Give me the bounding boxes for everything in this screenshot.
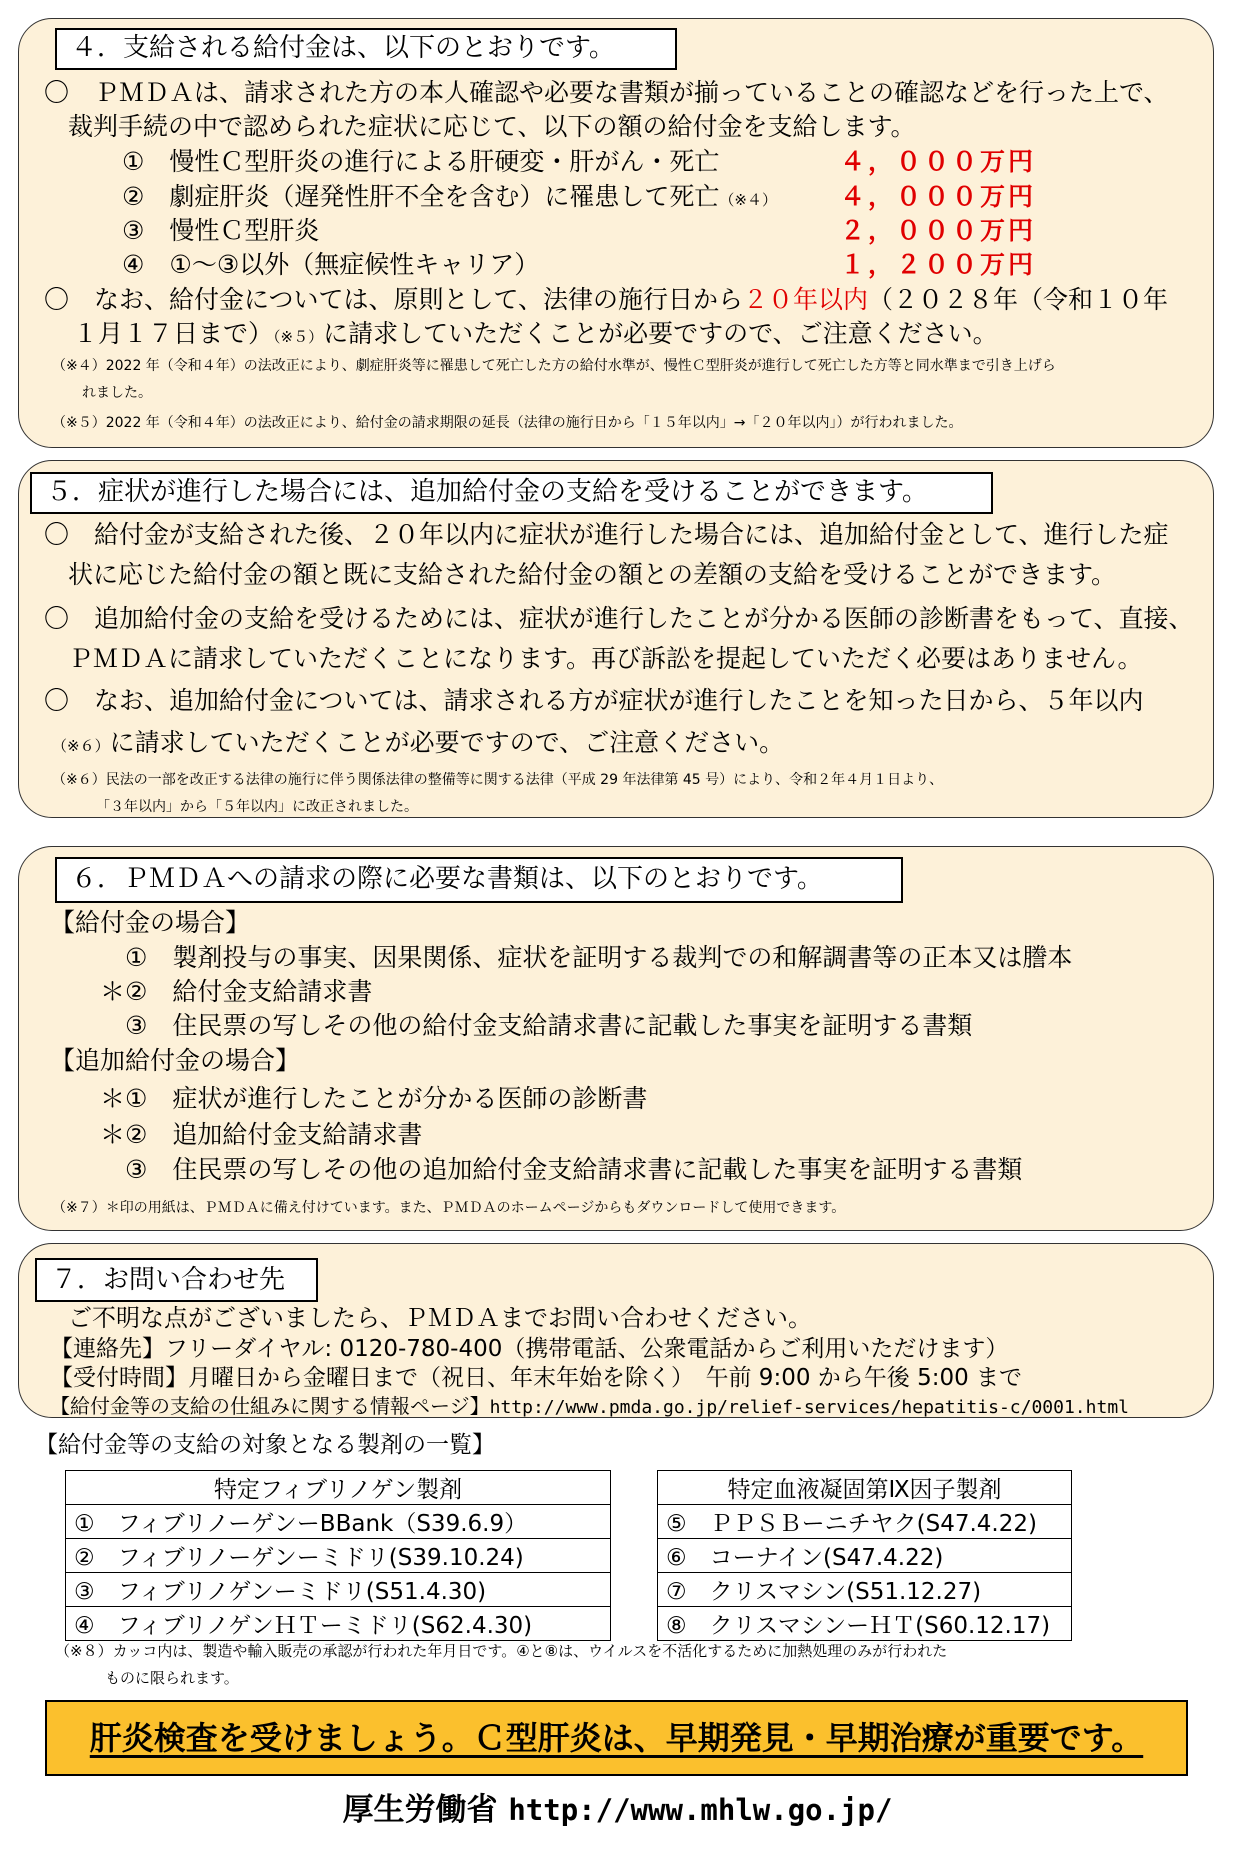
s6-note-7: （※７）＊印の用紙は、ＰＭＤＡに備え付けています。また、ＰＭＤＡのホームページからもダウンロードして使用できます。 <box>52 1200 846 1216</box>
s4-amount-1: ４，０００万円 <box>840 147 1037 176</box>
s6-benefit-doc-2: ＊② 給付金支給請求書 <box>100 977 373 1006</box>
table-cell: ③ フィブリノゲンーミドリ(S51.4.30) <box>66 1573 611 1607</box>
section-6-heading: ６．ＰＭＤＡへの請求の際に必要な書類は、以下のとおりです。 <box>55 857 903 903</box>
table-cell: ⑧ クリスマシンーＨＴ(S60.12.17) <box>658 1607 1072 1641</box>
s4-note-4-line2: れました。 <box>82 385 152 401</box>
s4-amount-4: １，２００万円 <box>840 250 1037 279</box>
s7-info-page-link[interactable]: http://www.pmda.go.jp/relief-services/hepatitis-c/0001.html <box>489 1397 1129 1418</box>
s5-note-6-line2: 「３年以内」から「５年以内」に改正されました。 <box>96 799 418 815</box>
table-row <box>658 1607 1072 1641</box>
table-row <box>66 1607 611 1641</box>
s4-para1-line1: 〇 ＰＭＤＡは、請求された方の本人確認や必要な書類が揃っていることの確認などを行った上で、 <box>44 78 1169 107</box>
factor-ix-table-header: 特定血液凝固第Ⅸ因子製剤 <box>658 1471 1072 1505</box>
fibrinogen-table-header: 特定フィブリノゲン製剤 <box>66 1471 611 1505</box>
s7-hours: 【受付時間】月曜日から金曜日まで（祝日、年末年始を除く） 午前 9:00 から午後 5:00 まで <box>50 1365 1023 1391</box>
s4-note-4-line1: （※４）2022 年（令和４年）の法改正により、劇症肝炎等に罹患して死亡した方の給付水準が、慢性Ｃ型肝炎が進行して死亡した方等と同水準まで引き上げら <box>52 358 1056 374</box>
table-cell: ⑦ クリスマシン(S51.12.27) <box>658 1573 1072 1607</box>
s5-para2-line1: 〇 追加給付金の支給を受けるためには、症状が進行したことが分かる医師の診断書をもって、直接、 <box>44 604 1194 633</box>
s7-info-page: 【給付金等の支給の仕組みに関する情報ページ】http://www.pmda.go.jp/relief-services/hepatitis-c/0001.html <box>50 1394 1129 1418</box>
table-row <box>66 1539 611 1573</box>
table-cell: ⑥ コーナイン(S47.4.22) <box>658 1539 1072 1573</box>
table-row <box>658 1539 1072 1573</box>
s6-additional-doc-2: ＊② 追加給付金支給請求書 <box>100 1120 423 1149</box>
s4-para2-line2: １月１７日まで）（※５）に請求していただくことが必要ですので、ご注意ください。 <box>73 319 998 348</box>
s6-additional-doc-1: ＊① 症状が進行したことが分かる医師の診断書 <box>100 1084 648 1113</box>
s4-para2-line1: 〇 なお、給付金については、原則として、法律の施行日から２０年以内（２０２８年（令和１０年 <box>44 285 1169 314</box>
s4-item-4: ④ ①～③以外（無症候性キャリア） <box>122 250 540 279</box>
s6-subhead-additional: 【追加給付金の場合】 <box>50 1046 301 1075</box>
s7-intro: ご不明な点がございましたら、ＰＭＤＡまでお問い合わせください。 <box>68 1304 812 1332</box>
s5-para3-line2: （※６）に請求していただくことが必要ですので、ご注意ください。 <box>52 728 785 757</box>
s4-amount-3: ２，０００万円 <box>840 216 1037 245</box>
table-cell: ② フィブリノーゲンーミドリ(S39.10.24) <box>66 1539 611 1573</box>
section-4-heading: ４．支給される給付金は、以下のとおりです。 <box>55 28 677 70</box>
s6-benefit-doc-3: ③ 住民票の写しその他の給付金支給請求書に記載した事実を証明する書類 <box>100 1011 973 1040</box>
s4-item-3: ③ 慢性Ｃ型肝炎 <box>122 216 320 245</box>
banner-text: 肝炎検査を受けましょう。Ｃ型肝炎は、早期発見・早期治療が重要です。 <box>89 1719 1144 1757</box>
table-row <box>658 1573 1072 1607</box>
s5-para2-line2: ＰＭＤＡに請求していただくことになります。再び訴訟を提起していただく必要はありません。 <box>68 644 1143 673</box>
table-row <box>658 1505 1072 1539</box>
section-7-heading: ７．お問い合わせ先 <box>35 1258 318 1302</box>
s5-note-6-line1: （※６）民法の一部を改正する法律の施行に伴う関係法律の整備等に関する法律（平成 29 年法律第 45 号）により、令和２年４月１日より、 <box>52 772 944 788</box>
products-note-8-line2: ものに限られます。 <box>105 1669 239 1687</box>
ministry-url-link[interactable]: http://www.mhlw.go.jp/ <box>508 1793 893 1827</box>
s4-item-2: ② 劇症肝炎（遅発性肝不全を含む）に罹患して死亡（※４） <box>122 182 777 211</box>
hepatitis-test-banner <box>45 1700 1188 1776</box>
ministry-name: 厚生労働省 <box>342 1792 498 1828</box>
s6-subhead-benefit: 【給付金の場合】 <box>50 908 251 937</box>
s4-amount-2: ４，０００万円 <box>840 182 1037 211</box>
s4-note-5: （※５）2022 年（令和４年）の法改正により、給付金の請求期限の延長（法律の施行日から「１５年以内」→「２０年以内」）が行われました。 <box>52 415 963 431</box>
section-5-heading: ５．症状が進行した場合には、追加給付金の支給を受けることができます。 <box>30 472 993 514</box>
s6-additional-doc-3: ③ 住民票の写しその他の追加給付金支給請求書に記載した事実を証明する書類 <box>100 1155 1023 1184</box>
s4-item-1: ① 慢性Ｃ型肝炎の進行による肝硬変・肝がん・死亡 <box>122 147 720 176</box>
s5-para1-line2: 状に応じた給付金の額と既に支給された給付金の額との差額の支給を受けることができます。 <box>68 560 1117 589</box>
products-title: 【給付金等の支給の対象となる製剤の一覧】 <box>35 1432 495 1458</box>
s7-contact: 【連絡先】フリーダイヤル: 0120-780-400（携帯電話、公衆電話からご利用いただけます） <box>50 1336 1009 1362</box>
factor-ix-table <box>657 1470 1072 1641</box>
table-cell: ⑤ ＰＰＳＢーニチヤク(S47.4.22) <box>658 1505 1072 1539</box>
footer <box>0 1788 1235 1832</box>
table-cell: ④ フィブリノゲンＨＴーミドリ(S62.4.30) <box>66 1607 611 1641</box>
s4-deadline-highlight: ２０年以内 <box>743 285 869 314</box>
fibrinogen-table <box>65 1470 611 1641</box>
s5-para1-line1: 〇 給付金が支給された後、２０年以内に症状が進行した場合には、追加給付金として、進行した症 <box>44 520 1169 549</box>
s6-benefit-doc-1: ① 製剤投与の事実、因果関係、症状を証明する裁判での和解調書等の正本又は謄本 <box>100 943 1073 972</box>
table-row <box>66 1573 611 1607</box>
products-note-8-line1: （※８）カッコ内は、製造や輸入販売の承認が行われた年月日です。④と⑧は、ウイルスを不活化するために加熱処理のみが行われた <box>55 1642 948 1660</box>
table-cell: ① フィブリノーゲンーBBank（S39.6.9） <box>66 1505 611 1539</box>
s4-para1-line2: 裁判手続の中で認められた症状に応じて、以下の額の給付金を支給します。 <box>68 112 916 141</box>
table-row <box>66 1505 611 1539</box>
s5-para3-line1: 〇 なお、追加給付金については、請求される方が症状が進行したことを知った日から、５年以内 <box>44 686 1144 715</box>
